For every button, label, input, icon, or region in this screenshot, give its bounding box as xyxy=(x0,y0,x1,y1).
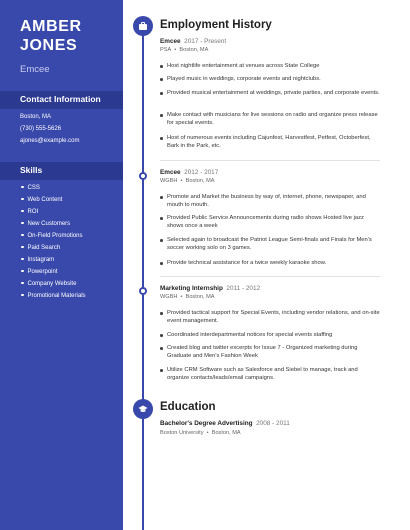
job-location: Boston, MA xyxy=(185,294,215,300)
contact-heading-label: Contact Information xyxy=(20,94,101,104)
job-company: PSA xyxy=(160,47,172,53)
degree-line xyxy=(160,420,290,427)
job-title: Emcee xyxy=(160,169,181,176)
job-bullet: Played music in weddings, corporate events and nightclubs. xyxy=(160,75,380,83)
job-bullet: Selected again to broadcast the Patriot League Semi-finals and Finals for Men's soccer working solo on 3 games. xyxy=(160,236,380,253)
job-bullet: Promote and Market the business by way of, internet, phone, newspaper, and mouth to mouth. xyxy=(160,193,380,210)
timeline-dot xyxy=(139,287,147,295)
job-location: Boston, MA xyxy=(185,178,215,184)
job-dates: 2012 - 2017 xyxy=(184,169,219,176)
job-company: WGBH xyxy=(160,178,178,184)
contact-location: Boston, MA xyxy=(20,114,52,120)
graduation-cap-glyph xyxy=(138,404,148,414)
skill-item: On-Field Promotions xyxy=(21,233,83,239)
skill-item: Instagram xyxy=(21,257,54,263)
section-divider xyxy=(160,160,380,161)
job-bullet: Host nightlife entertainment at venues across State College xyxy=(160,62,380,70)
job-bullet: Make contact with musicians for live sessions on radio and organize press release for special events. xyxy=(160,111,380,128)
briefcase-glyph xyxy=(138,21,148,31)
meta-separator: • xyxy=(180,294,183,300)
skills-heading xyxy=(0,162,123,180)
school-name: Boston University xyxy=(160,430,204,436)
candidate-name xyxy=(20,17,82,55)
timeline-dot xyxy=(139,172,147,180)
job-bullet: Utilize CRM Software such as Salesforce and Siebel to manage, track and organize contacts/leads/email campaigns. xyxy=(160,366,380,383)
skills-heading-label: Skills xyxy=(20,165,43,175)
degree-title: Bachelor's Degree Advertising xyxy=(160,420,253,427)
skill-item: Web Content xyxy=(21,197,62,203)
employment-heading: Employment History xyxy=(160,19,272,31)
job-bullet: Coordinated interdepartmental notices for special events staffing xyxy=(160,331,380,339)
job-title-line xyxy=(160,169,218,176)
meta-separator: • xyxy=(180,178,183,184)
contact-phone: (730) 555-5626 xyxy=(20,126,62,132)
job-title: Marketing Internship xyxy=(160,285,223,292)
skill-item: Promotional Materials xyxy=(21,293,86,299)
sidebar xyxy=(0,0,123,530)
job-company-line xyxy=(160,178,215,184)
skill-item: New Customers xyxy=(21,221,70,227)
job-bullet: Provided tactical support for Special Events, including vendor relations, and on-site event management. xyxy=(160,309,380,326)
job-bullet: Provided Public Service Announcements during radio shows Hosted live jazz shows once a week xyxy=(160,214,380,231)
job-title-line xyxy=(160,38,226,45)
job-company-line xyxy=(160,47,208,53)
job-title: Emcee xyxy=(160,38,181,45)
job-title-line xyxy=(160,285,260,292)
job-bullet: Host of numerous events including Cajunfest, Harvestfest, Petfest, Octoberfest, Bark in the Park, etc. xyxy=(160,134,380,151)
graduation-cap-icon xyxy=(133,399,153,419)
skill-item: Paid Search xyxy=(21,245,60,251)
briefcase-icon xyxy=(133,16,153,36)
job-company: WGBH xyxy=(160,294,178,300)
job-company-line xyxy=(160,294,215,300)
job-dates: 2017 - Present xyxy=(184,38,227,45)
section-divider xyxy=(160,276,380,277)
timeline-line xyxy=(142,26,144,530)
candidate-role: Emcee xyxy=(20,64,50,75)
skill-item: Powerpoint xyxy=(21,269,58,275)
name-first: AMBER xyxy=(20,18,82,35)
school-line xyxy=(160,430,241,436)
job-bullet: Created blog and twitter excerpts for Issue 7 - Organized marketing during Graduate and Men's Fashion Week xyxy=(160,344,380,361)
job-dates: 2011 - 2012 xyxy=(226,285,261,292)
school-location: Boston, MA xyxy=(211,430,241,436)
skill-item: CSS xyxy=(21,185,40,191)
meta-separator: • xyxy=(174,47,177,53)
job-location: Boston, MA xyxy=(179,47,209,53)
job-bullet: Provided musical entertainment at weddings, private parties, and corporate events. xyxy=(160,89,380,97)
skill-item: Company Website xyxy=(21,281,76,287)
education-heading: Education xyxy=(160,401,216,413)
contact-email[interactable]: ajones@example.com xyxy=(20,138,80,144)
contact-heading xyxy=(0,91,123,109)
name-last: JONES xyxy=(20,37,78,54)
skill-item: ROI xyxy=(21,209,38,215)
meta-separator: • xyxy=(206,430,209,436)
degree-dates: 2008 - 2011 xyxy=(256,420,290,427)
job-bullet: Provide technical assistance for a twice weekly karaoke show. xyxy=(160,259,380,267)
